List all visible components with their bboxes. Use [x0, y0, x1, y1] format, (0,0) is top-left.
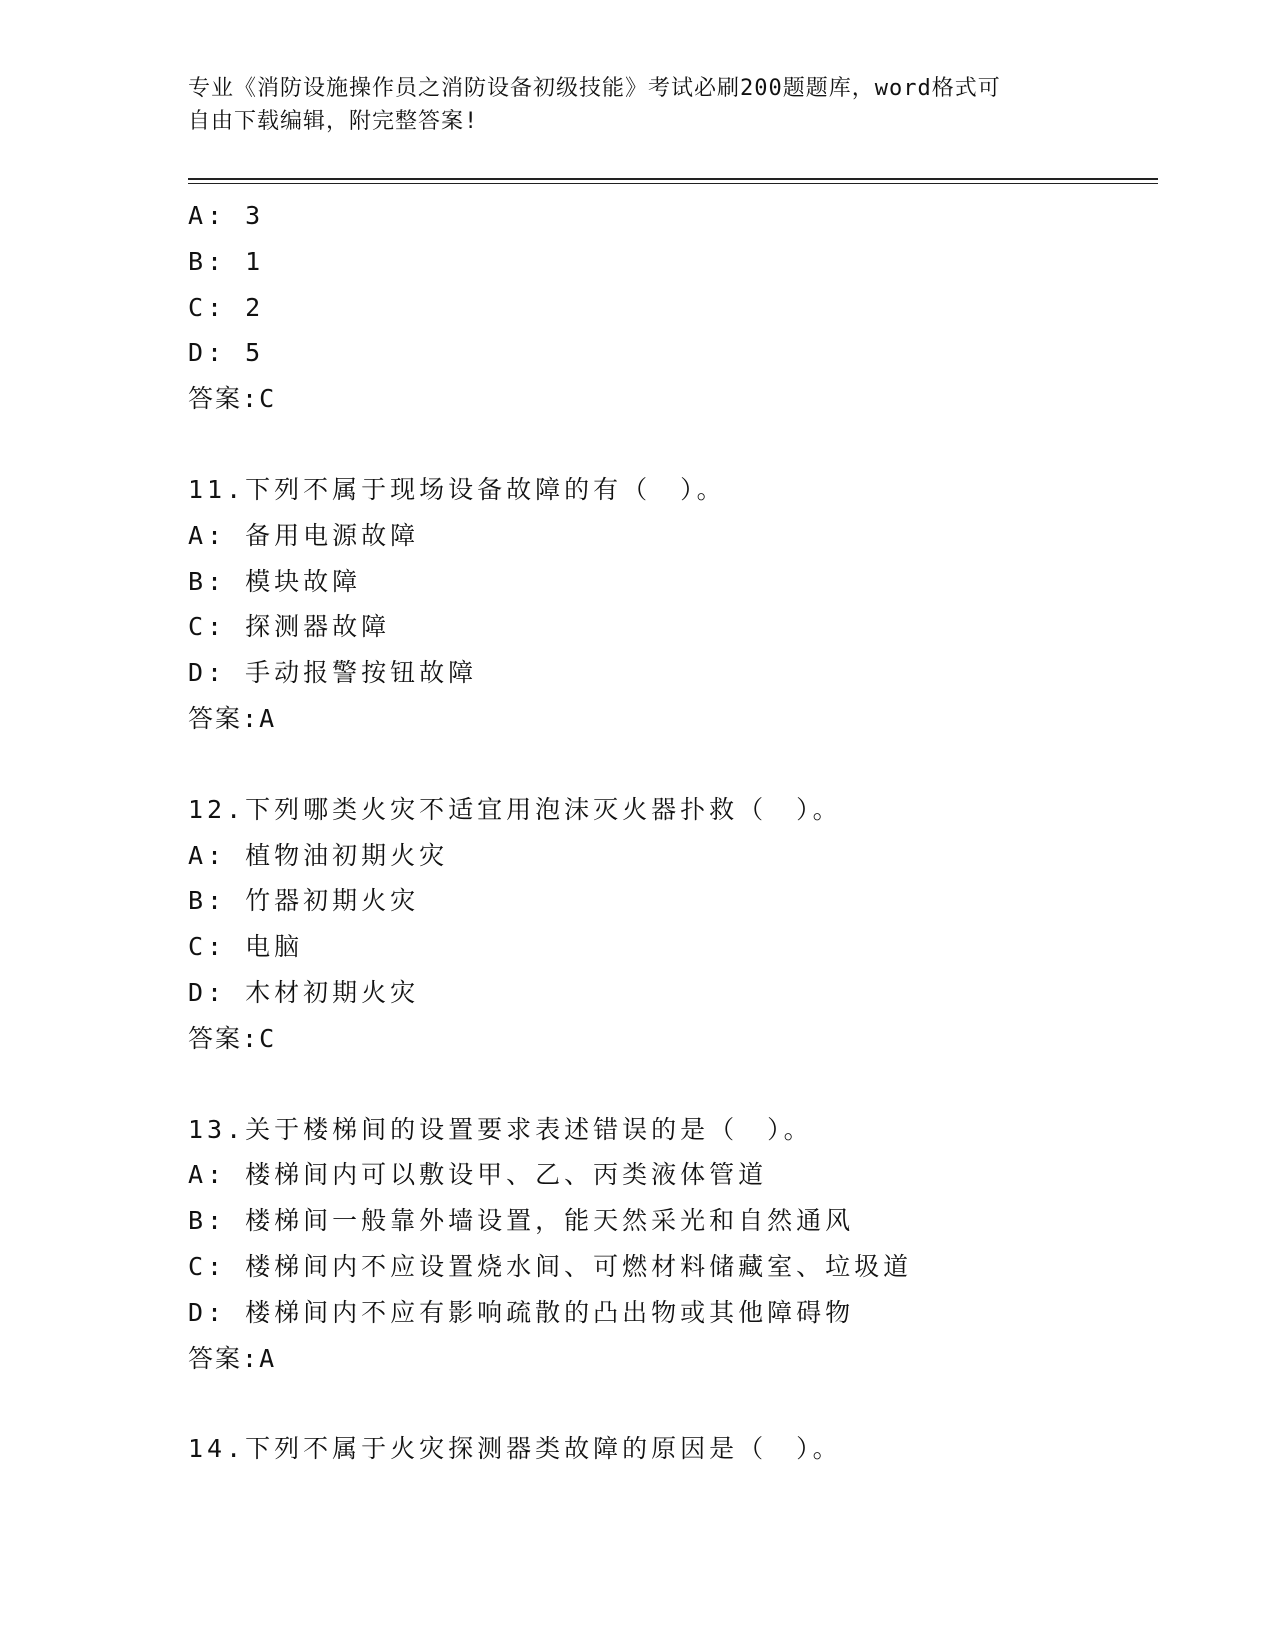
document-header	[188, 72, 1088, 138]
question-list	[188, 193, 1168, 1472]
spacer	[188, 422, 1168, 467]
answer-label: 答案:	[188, 384, 260, 414]
header-line-1: 专业《消防设施操作员之消防设备初级技能》考试必刷200题题库，word格式可	[188, 76, 1001, 101]
option-b: B: 1	[188, 246, 265, 276]
question-block-11	[188, 467, 1168, 742]
answer-line	[188, 696, 1168, 742]
answer-line	[188, 1016, 1168, 1062]
option-a: A: 备用电源故障	[188, 520, 420, 550]
answer-label: 答案:	[188, 1343, 260, 1373]
question-text: 11.下列不属于现场设备故障的有（ ）。	[188, 474, 726, 504]
option-c: C: 楼梯间内不应设置烧水间、可燃材料储藏室、垃圾道	[188, 1251, 913, 1281]
option-b: B: 楼梯间一般靠外墙设置，能天然采光和自然通风	[188, 1206, 855, 1236]
question-text: 14.下列不属于火灾探测器类故障的原因是（ ）。	[188, 1434, 842, 1464]
answer-label: 答案:	[188, 703, 260, 733]
question-block-12	[188, 787, 1168, 1062]
option-a: A: 植物油初期火灾	[188, 840, 449, 870]
option-c: C: 电脑	[188, 932, 304, 962]
option-a: A: 楼梯间内可以敷设甲、乙、丙类液体管道	[188, 1160, 768, 1190]
answer-value: A	[259, 1343, 276, 1373]
option-b: B: 竹器初期火灾	[188, 886, 420, 916]
option-d: D: 楼梯间内不应有影响疏散的凸出物或其他障碍物	[188, 1297, 855, 1327]
question-block-14	[188, 1426, 1168, 1472]
option-d: D: 木材初期火灾	[188, 977, 420, 1007]
question-block-13	[188, 1107, 1168, 1382]
option-a: A: 3	[188, 201, 265, 230]
header-line-2: 自由下载编辑，附完整答案!	[188, 109, 479, 134]
answer-line	[188, 376, 1168, 422]
option-d: D: 手动报警按钮故障	[188, 658, 478, 688]
spacer	[188, 1062, 1168, 1107]
answer-value: A	[259, 703, 276, 733]
question-text: 12.下列哪类火灾不适宜用泡沫灭火器扑救（ ）。	[188, 794, 842, 824]
answer-label: 答案:	[188, 1023, 260, 1053]
answer-line	[188, 1336, 1168, 1382]
question-text: 13.关于楼梯间的设置要求表述错误的是（ ）。	[188, 1114, 813, 1144]
spacer	[188, 1381, 1168, 1426]
answer-value: C	[259, 384, 276, 414]
question-block-10	[188, 193, 1168, 422]
header-divider	[188, 178, 1158, 184]
option-c: C: 2	[188, 292, 265, 322]
answer-value: C	[259, 1023, 276, 1053]
option-d: D: 5	[188, 338, 265, 368]
spacer	[188, 742, 1168, 787]
option-b: B: 模块故障	[188, 566, 362, 596]
option-c: C: 探测器故障	[188, 612, 391, 642]
